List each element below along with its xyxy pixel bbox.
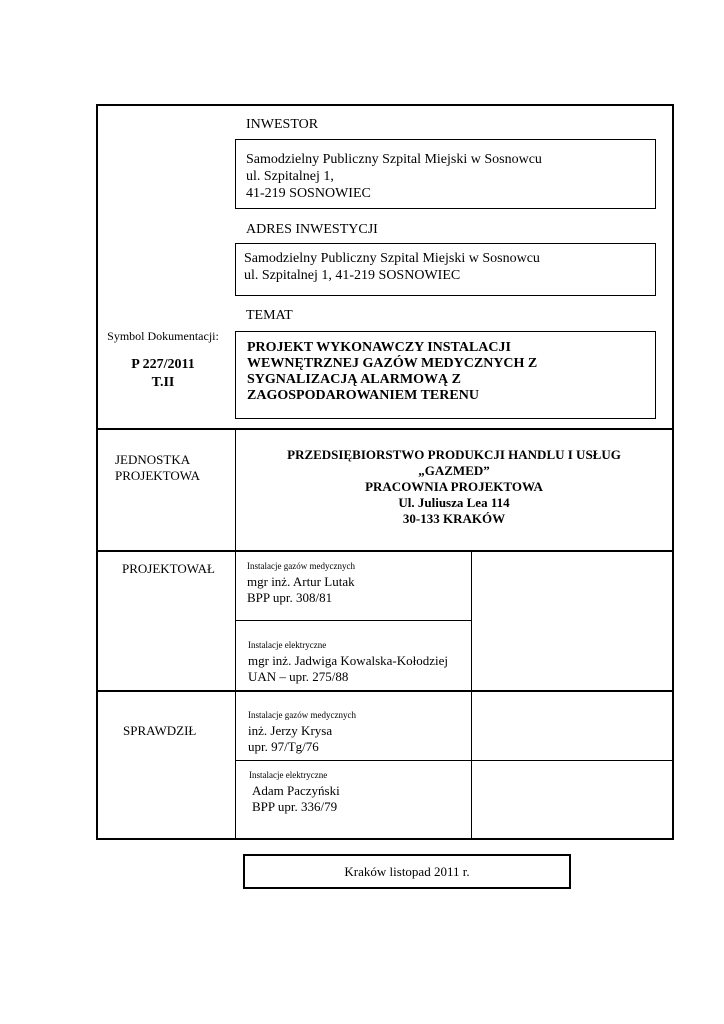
signature-column-divider bbox=[471, 551, 472, 840]
address-line-2: ul. Szpitalnej 1, 41-219 SOSNOWIEC bbox=[244, 268, 461, 283]
topic-heading: TEMAT bbox=[246, 308, 293, 323]
investor-line-2: ul. Szpitalnej 1, bbox=[246, 169, 334, 184]
section-divider bbox=[96, 690, 674, 692]
unit-line-1: PRZEDSIĘBIORSTWO PRODUKCJI HANDLU I USŁUG bbox=[287, 447, 621, 462]
section-divider bbox=[96, 428, 674, 430]
checked-entry-2-license: BPP upr. 336/79 bbox=[252, 799, 338, 814]
place-date: Kraków listopad 2011 r. bbox=[344, 864, 470, 879]
row-divider bbox=[235, 620, 472, 621]
symbol-code: P 227/2011 bbox=[131, 357, 195, 372]
unit-label-line-1: JEDNOSTKA bbox=[115, 452, 191, 467]
topic-line-1: PROJEKT WYKONAWCZY INSTALACJI bbox=[247, 340, 511, 355]
address-heading: ADRES INWESTYCJI bbox=[246, 222, 378, 237]
unit-line-5: 30-133 KRAKÓW bbox=[402, 511, 506, 526]
unit-line-2: „GAZMED” bbox=[418, 463, 490, 478]
checked-entry-2-category: Instalacje elektryczne bbox=[249, 770, 328, 780]
checked-entry-1-name: inż. Jerzy Krysa bbox=[248, 723, 333, 738]
investor-heading: INWESTOR bbox=[246, 117, 319, 132]
address-line-1: Samodzielny Publiczny Szpital Miejski w Sosnowcu bbox=[244, 251, 540, 266]
designed-entry-2-name: mgr inż. Jadwiga Kowalska-Kołodziej bbox=[248, 653, 449, 668]
designed-entry-2-category: Instalacje elektryczne bbox=[248, 640, 327, 650]
symbol-label: Symbol Dokumentacji: bbox=[107, 329, 219, 343]
investor-line-1: Samodzielny Publiczny Szpital Miejski w Sosnowcu bbox=[246, 152, 542, 167]
unit-line-3: PRACOWNIA PROJEKTOWA bbox=[365, 479, 543, 494]
checked-entry-2-name: Adam Paczyński bbox=[252, 783, 340, 798]
topic-line-2: WEWNĘTRZNEJ GAZÓW MEDYCZNYCH Z bbox=[247, 356, 538, 371]
topic-line-3: SYGNALIZACJĄ ALARMOWĄ Z bbox=[247, 372, 461, 387]
designed-entry-1-license: BPP upr. 308/81 bbox=[247, 590, 333, 605]
designed-entry-2-license: UAN – upr. 275/88 bbox=[248, 669, 349, 684]
row-divider bbox=[235, 760, 674, 761]
designed-label: PROJEKTOWAŁ bbox=[122, 561, 215, 576]
checked-entry-1-license: upr. 97/Tg/76 bbox=[248, 739, 319, 754]
symbol-volume: T.II bbox=[151, 375, 175, 390]
checked-label: SPRAWDZIŁ bbox=[123, 723, 197, 738]
unit-line-4: Ul. Juliusza Lea 114 bbox=[398, 495, 510, 510]
checked-entry-1-category: Instalacje gazów medycznych bbox=[248, 710, 356, 720]
unit-label-line-2: PROJEKTOWA bbox=[115, 468, 200, 483]
investor-line-3: 41-219 SOSNOWIEC bbox=[246, 186, 371, 201]
designed-entry-1-name: mgr inż. Artur Lutak bbox=[247, 574, 355, 589]
section-divider bbox=[96, 550, 674, 552]
topic-line-4: ZAGOSPODAROWANIEM TERENU bbox=[247, 388, 479, 403]
designed-entry-1-category: Instalacje gazów medycznych bbox=[247, 561, 355, 571]
